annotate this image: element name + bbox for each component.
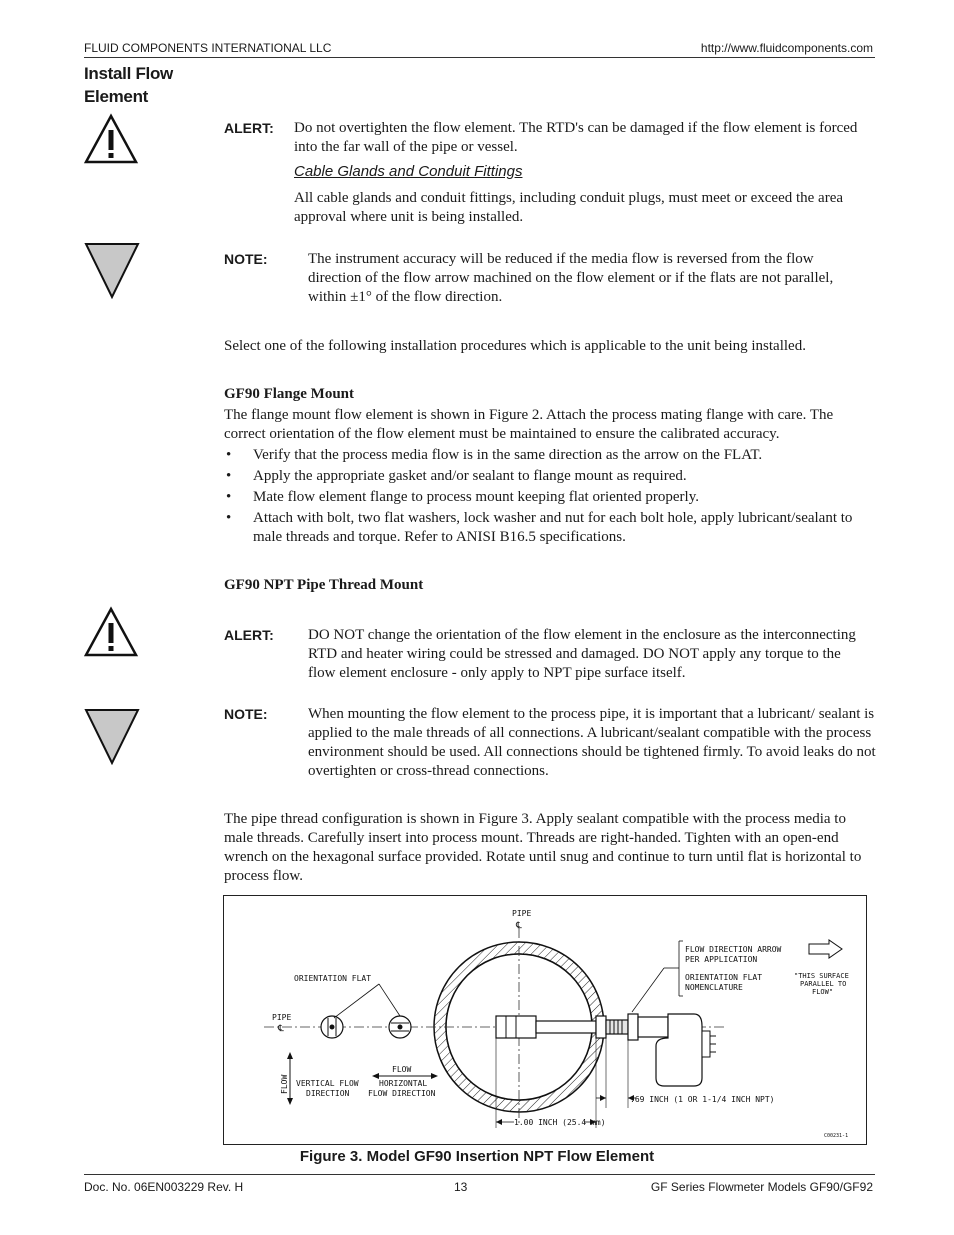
alert-text: Do not overtighten the flow element. The RTD's can be damaged if the flow element is forced into the far wall of the pipe or vessel. (294, 120, 858, 155)
surface-note-2: PARALLEL TO (800, 980, 847, 988)
footer-rule (84, 1174, 875, 1175)
npt-mount-heading: GF90 NPT Pipe Thread Mount (224, 577, 424, 593)
vertical-flow-label: VERTICAL FLOW (296, 1079, 359, 1088)
cable-glands-text: All cable glands and conduit fittings, including conduit plugs, must meet or exceed the area approval where unit is being installed. (294, 190, 844, 225)
list-item: • Apply the appropriate gasket and/or sealant to flange mount as required. (226, 468, 687, 484)
page-number: 13 (454, 1180, 468, 1194)
list-item: • Mate flow element flange to process mount keeping flat oriented properly. (226, 489, 699, 505)
header-rule (84, 57, 875, 58)
note-label: NOTE: (224, 706, 268, 722)
surface-note: "THIS SURFACE (794, 972, 849, 980)
orientation-nomenclature-label: ORIENTATION FLAT (685, 973, 763, 982)
enclosure-neck (638, 1017, 668, 1037)
flow-arrow-label-2: PER APPLICATION (685, 955, 758, 964)
inch-dimension-label: 1.00 INCH (25.4 mm) (514, 1118, 606, 1127)
alert-label: ALERT: (224, 627, 274, 643)
drawing-number: C00231-1 (824, 1133, 849, 1139)
centerline-symbol: ℄ (278, 1024, 284, 1034)
flow-element-diagram (224, 896, 866, 1144)
probe-stem (536, 1021, 596, 1033)
flange-mount-intro: The flange mount flow element is shown in Figure 2. Attach the process mating flange with care. The correct orientation of the flow element must be maintained to ensure the calibrated accuracy. (224, 407, 834, 442)
header-url[interactable]: http://www.fluidcomponents.com (700, 41, 873, 55)
flow-vertical-label: FLOW (280, 1074, 289, 1094)
cable-glands-heading: Cable Glands and Conduit Fittings (294, 163, 523, 180)
figure-frame (223, 895, 867, 1145)
footer-doc-number: Doc. No. 06EN003229 Rev. H (84, 1180, 244, 1194)
hex-nut (628, 1014, 638, 1040)
pipe-label: PIPE (512, 909, 532, 918)
flange-mount-steps (224, 446, 874, 549)
flange-mount-heading: GF90 Flange Mount (224, 386, 354, 402)
footer-models: GF Series Flowmeter Models GF90/GF92 (650, 1180, 873, 1194)
pipe-thread-text: The pipe thread configuration is shown in Figure 3. Apply sealant compatible with the process media to male threads. Carefully insert into process mount. Threads are right-handed. Tighten with an open-end wrench on the hexagonal surface provided. Rotate until snug and continue to turn until flat is horizontal to process flow. (224, 811, 862, 884)
list-item: • Verify that the process media flow is in the same direction as the arrow on the FLAT. (226, 447, 763, 463)
figure-caption: Figure 3. Model GF90 Insertion NPT Flow Element (299, 1148, 655, 1165)
vertical-flow-label-2: DIRECTION (306, 1089, 350, 1098)
select-procedure-text: Select one of the following installation procedures which is applicable to the unit being installed. (224, 338, 806, 354)
horizontal-flow-label-2: FLOW DIRECTION (368, 1089, 436, 1098)
note-triangle-icon (84, 708, 140, 765)
warning-triangle-icon (83, 113, 139, 165)
centerline-symbol: ℄ (516, 921, 522, 931)
orientation-nomenclature-label-2: NOMENCLATURE (685, 983, 743, 992)
note-triangle-icon (84, 242, 140, 299)
note-label: NOTE: (224, 251, 268, 267)
note-text: When mounting the flow element to the process pipe, it is important that a lubricant/ sealant is applied to the male threads of all connections. A lubricant/sealant compatible with the process environment should be used. All connections should be tightened firmly. To avoid leaks do not overtighten or cross-thread connections. (308, 706, 876, 779)
note-text: The instrument accuracy will be reduced if the media flow is reversed from the flow direction of the flow arrow machined on the flow element or if the flats are not parallel, within ±1° of the flow direction. (308, 251, 834, 305)
alert-label: ALERT: (224, 120, 274, 136)
section-title: Install Flow Element (84, 64, 173, 106)
list-item: • Attach with bolt, two flat washers, lock washer and nut for each bolt hole, apply lubricant/sealant to male threads and torque. Refer to ANISI B16.5 specifications. (226, 510, 853, 545)
horizontal-flow-label: HORIZONTAL (379, 1079, 428, 1088)
npt-dimension-label: .69 INCH (1 OR 1-1/4 INCH NPT) (630, 1095, 775, 1104)
flow-arrow-label: FLOW DIRECTION ARROW (685, 945, 782, 954)
warning-triangle-icon (83, 606, 139, 658)
npt-threads (606, 1020, 628, 1034)
pipe-left-label: PIPE (272, 1013, 292, 1022)
orientation-flat-label: ORIENTATION FLAT (294, 974, 372, 983)
flow-horizontal-label: FLOW (392, 1065, 412, 1074)
flow-direction-arrow-icon (809, 940, 842, 958)
header-company: FLUID COMPONENTS INTERNATIONAL LLC (84, 41, 332, 55)
surface-note-3: FLOW" (812, 988, 834, 996)
alert-text: DO NOT change the orientation of the flow element in the enclosure as the interconnecting RTD and heater wiring could be stressed and damaged. DO NOT apply any torque to the flow element enclosure - only apply to NPT pipe surface itself. (308, 627, 856, 681)
